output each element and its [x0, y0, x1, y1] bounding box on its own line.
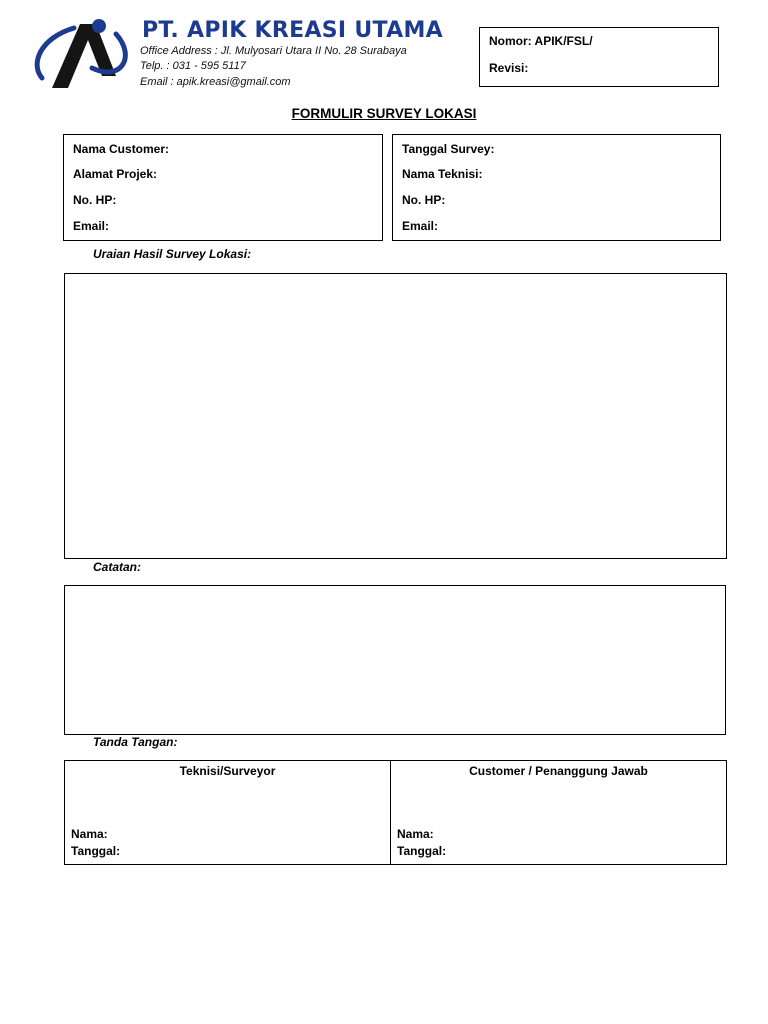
alamat-projek-label: Alamat Projek: [73, 167, 158, 181]
tanda-tangan-heading: Tanda Tangan: [93, 735, 178, 749]
teknisi-nama-label: Nama: [71, 827, 108, 841]
office-address: Office Address : Jl. Mulyosari Utara II No. 28 Surabaya [140, 45, 407, 57]
survey-info-box [392, 134, 721, 241]
nama-customer-label: Nama Customer: [73, 142, 170, 156]
customer-info-box [63, 134, 383, 241]
teknisi-hp-label: No. HP: [402, 193, 446, 207]
signature-table [64, 760, 727, 865]
customer-hp-label: No. HP: [73, 193, 117, 207]
customer-email-label: Email: [73, 219, 110, 233]
teknisi-email-label: Email: [402, 219, 439, 233]
form-title: FORMULIR SURVEY LOKASI [291, 106, 477, 121]
nama-teknisi-label: Nama Teknisi: [402, 167, 483, 181]
document-info-box [479, 27, 719, 87]
tanggal-survey-label: Tanggal Survey: [402, 142, 495, 156]
company-logo-icon [32, 16, 136, 92]
company-email: Email : apik.kreasi@gmail.com [140, 76, 291, 88]
teknisi-tanggal-label: Tanggal: [71, 844, 121, 858]
teknisi-surveyor-heading: Teknisi/Surveyor [179, 764, 276, 778]
uraian-heading: Uraian Hasil Survey Lokasi: [93, 247, 252, 261]
company-telp: Telp. : 031 - 595 5117 [140, 60, 246, 72]
customer-nama-label: Nama: [397, 827, 434, 841]
revisi-label: Revisi: [489, 61, 529, 75]
customer-pj-heading: Customer / Penanggung Jawab [469, 764, 648, 778]
customer-tanggal-label: Tanggal: [397, 844, 447, 858]
catatan-heading: Catatan: [93, 560, 142, 574]
company-name: PT. APIK KREASI UTAMA [142, 18, 443, 43]
catatan-text-area[interactable] [64, 585, 726, 735]
uraian-text-area[interactable] [64, 273, 727, 559]
nomor-label: Nomor: APIK/FSL/ [489, 34, 593, 48]
